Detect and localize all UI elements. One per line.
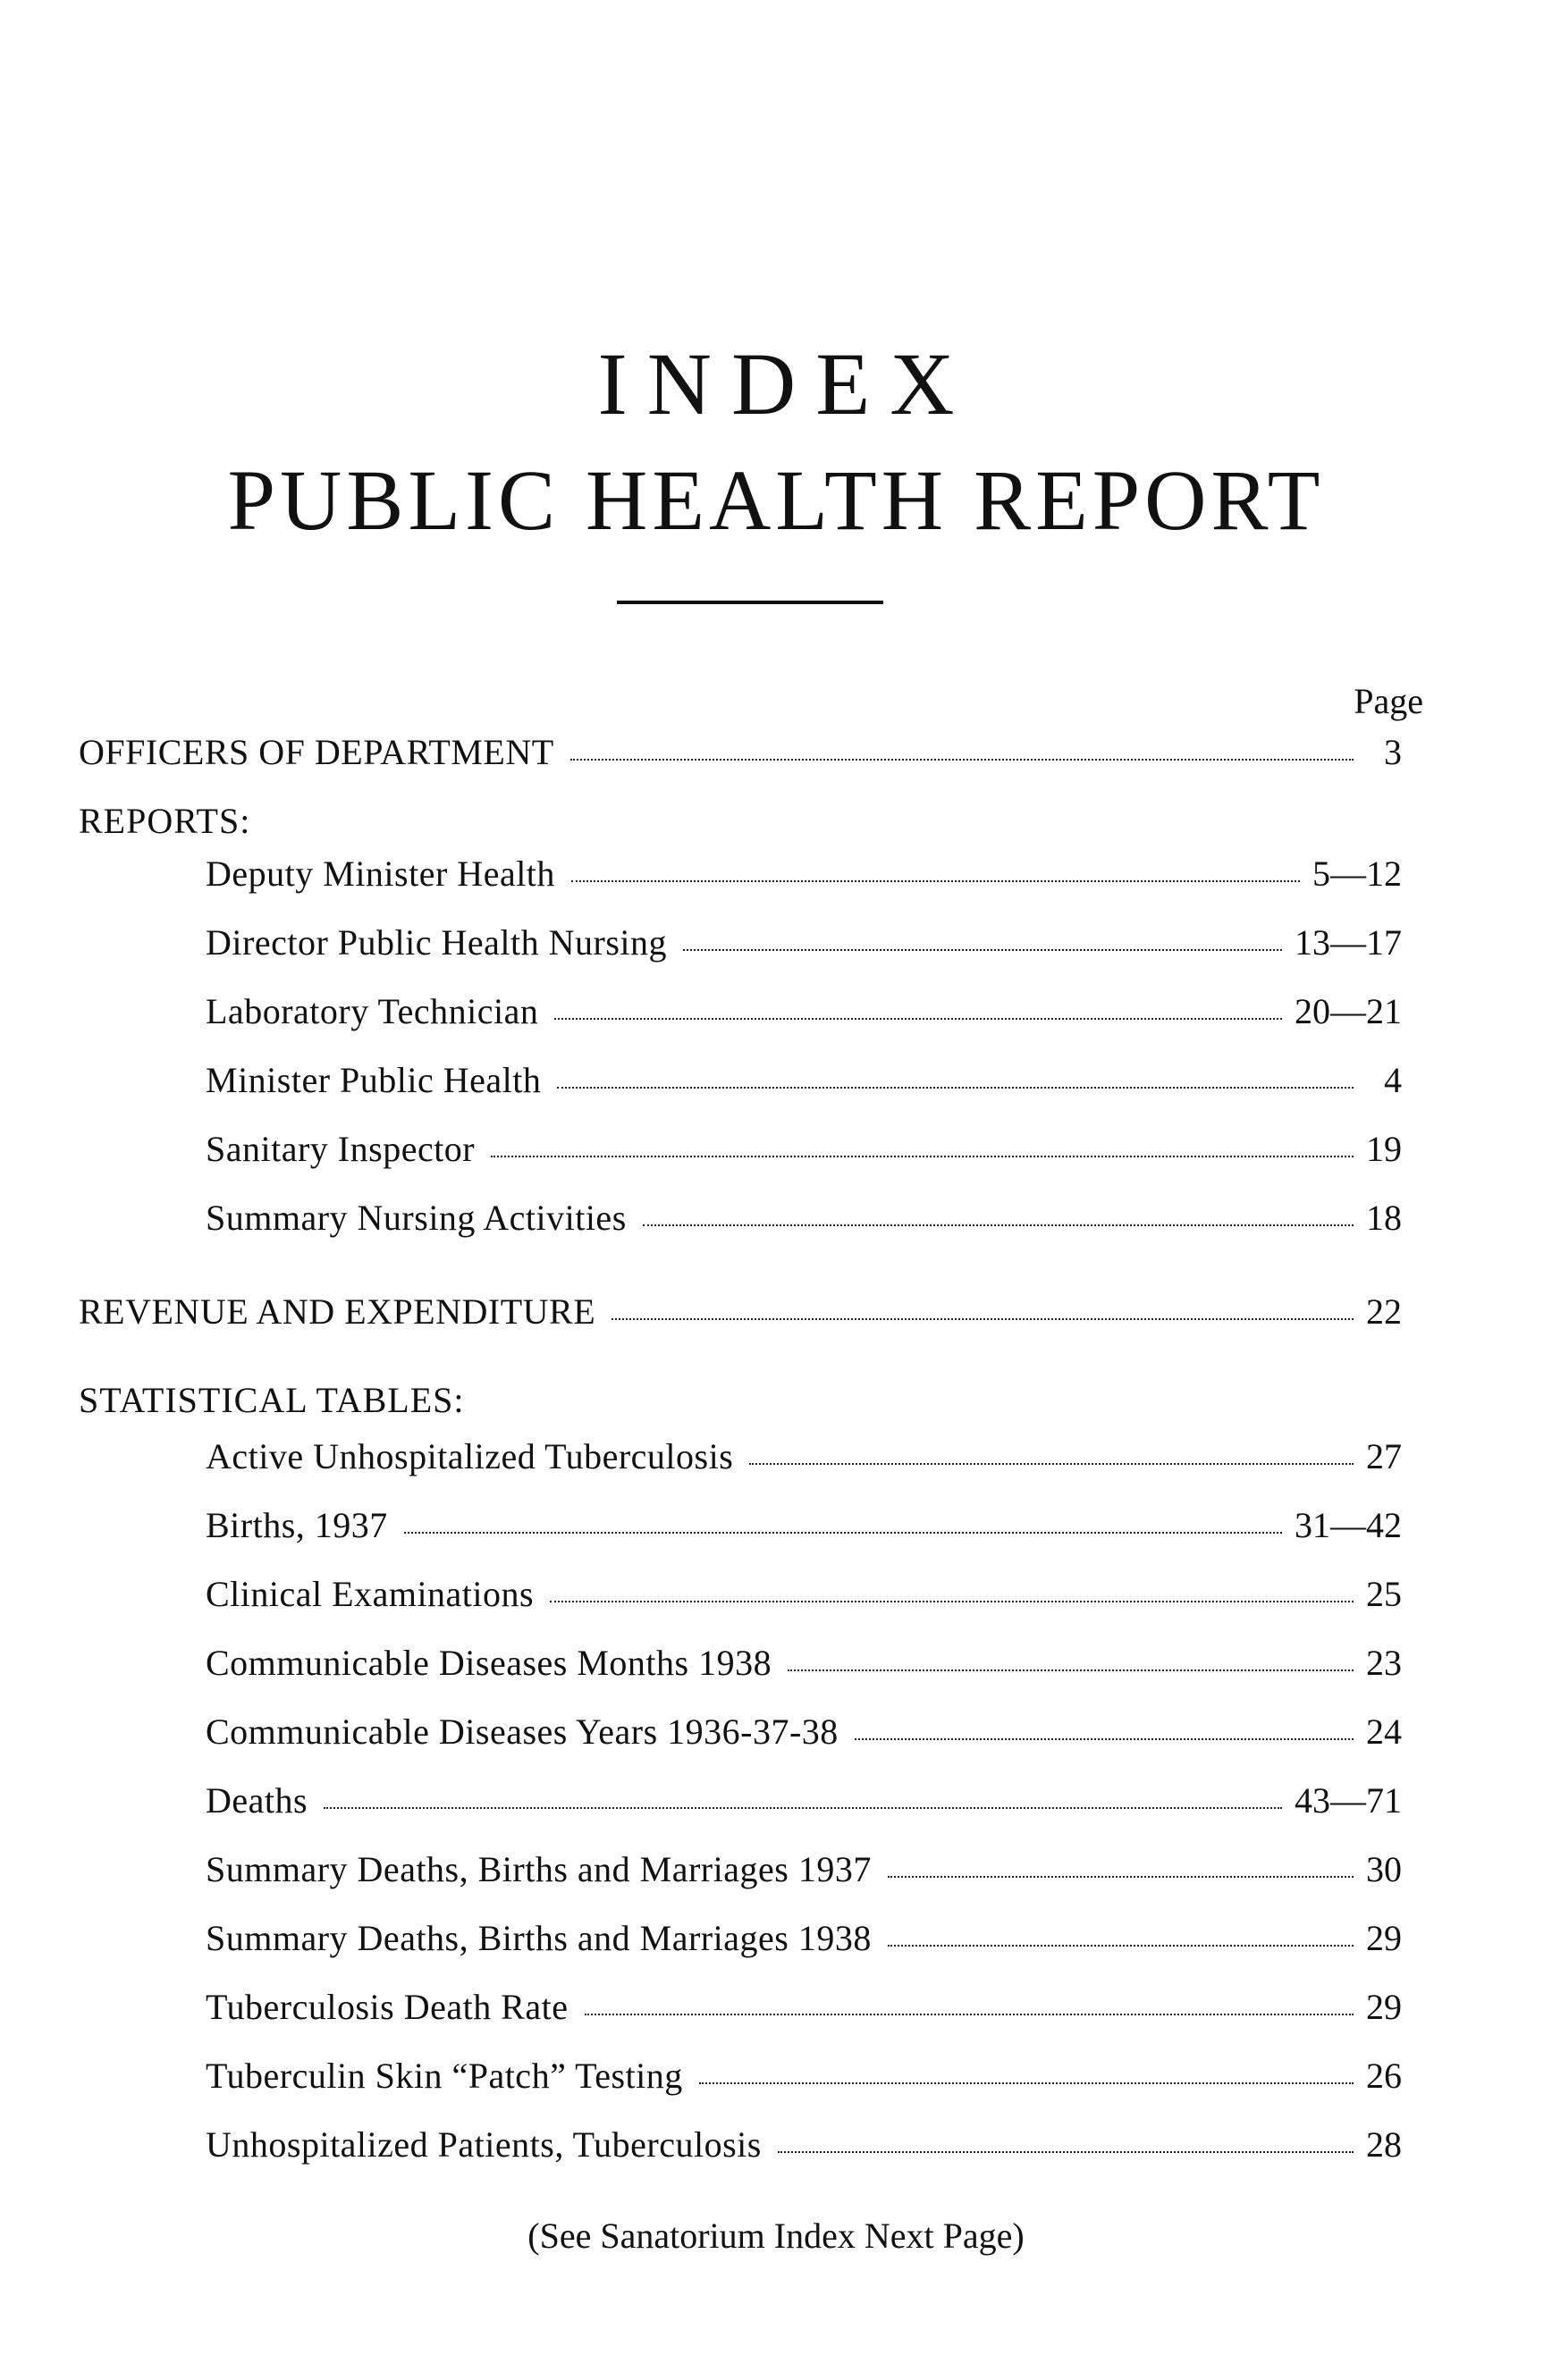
dot-leader <box>749 1463 1354 1465</box>
entry-page: 30 <box>1366 1849 1402 1889</box>
index-entry <box>206 1778 1402 1824</box>
index-entry <box>206 920 1402 966</box>
entry-page: 23 <box>1366 1643 1402 1683</box>
entry-label: Minister Public Health <box>206 1060 542 1100</box>
dot-leader <box>554 1018 1282 1020</box>
entry-page: 43—71 <box>1295 1780 1402 1821</box>
entry-page: 31—42 <box>1295 1505 1402 1545</box>
dot-leader <box>404 1532 1282 1534</box>
entry-label: Tuberculin Skin “Patch” Testing <box>206 2056 683 2096</box>
index-entry <box>206 1502 1402 1549</box>
entry-page: 18 <box>1366 1198 1402 1238</box>
dot-leader <box>550 1601 1354 1602</box>
index-entry-revenue <box>79 1289 1402 1335</box>
index-entry <box>206 2122 1402 2168</box>
index-entry <box>206 851 1402 897</box>
entry-label: Laboratory Technician <box>206 991 539 1031</box>
index-entry <box>206 1984 1402 2031</box>
title-rule <box>617 601 883 604</box>
index-entry <box>206 1195 1402 1241</box>
entry-page: 3 <box>1384 732 1402 772</box>
dot-leader <box>570 759 1354 761</box>
entry-label: Communicable Diseases Years 1936-37-38 <box>206 1711 839 1752</box>
entry-page: 27 <box>1366 1436 1402 1476</box>
entry-page: 4 <box>1384 1060 1402 1100</box>
entry-label: Clinical Examinations <box>206 1574 535 1614</box>
entry-label: Communicable Diseases Months 1938 <box>206 1643 772 1683</box>
dot-leader <box>491 1156 1354 1157</box>
index-entry <box>206 1915 1402 1962</box>
dot-leader <box>571 880 1300 882</box>
entry-label: Active Unhospitalized Tuberculosis <box>206 1436 734 1476</box>
dot-leader <box>888 1876 1354 1878</box>
index-entry <box>206 988 1402 1035</box>
section-heading-reports: REPORTS: <box>79 801 251 841</box>
entry-label: Summary Deaths, Births and Marriages 1937 <box>206 1849 872 1889</box>
entry-label: OFFICERS OF DEPARTMENT <box>79 732 554 772</box>
entry-page: 20—21 <box>1295 991 1402 1031</box>
dot-leader <box>778 2151 1354 2153</box>
entry-page: 25 <box>1366 1574 1402 1614</box>
dot-leader <box>855 1738 1354 1740</box>
entry-label: Director Public Health Nursing <box>206 922 667 963</box>
entry-label: Deputy Minister Health <box>206 854 555 894</box>
entry-page: 22 <box>1366 1291 1402 1332</box>
index-entry <box>206 1640 1402 1686</box>
dot-leader <box>888 1945 1354 1947</box>
report-title: PUBLIC HEALTH REPORT <box>227 452 1325 548</box>
footer-note: (See Sanatorium Index Next Page) <box>527 2216 1025 2256</box>
dot-leader <box>585 2014 1354 2015</box>
entry-label: Summary Deaths, Births and Marriages 1938 <box>206 1918 872 1958</box>
index-entry <box>206 1057 1402 1104</box>
entry-label: Deaths <box>206 1780 308 1821</box>
index-entry <box>206 1709 1402 1755</box>
page-column-heading: Page <box>1354 681 1423 721</box>
entry-label: Tuberculosis Death Rate <box>206 1987 569 2027</box>
section-heading-statistical-tables: STATISTICAL TABLES: <box>79 1380 465 1420</box>
entry-label: REVENUE AND EXPENDITURE <box>79 1291 596 1332</box>
index-entry <box>206 1571 1402 1618</box>
index-title: INDEX <box>597 334 974 433</box>
entry-page: 19 <box>1366 1129 1402 1169</box>
entry-page: 29 <box>1366 1987 1402 2027</box>
entry-page: 5—12 <box>1312 854 1402 894</box>
entry-page: 29 <box>1366 1918 1402 1958</box>
dot-leader <box>557 1087 1354 1089</box>
dot-leader <box>643 1224 1354 1226</box>
entry-page: 26 <box>1366 2056 1402 2096</box>
entry-label: Summary Nursing Activities <box>206 1198 627 1238</box>
entry-label: Unhospitalized Patients, Tuberculosis <box>206 2124 762 2165</box>
dot-leader <box>612 1318 1354 1320</box>
index-entry <box>206 2053 1402 2099</box>
index-entry <box>206 1126 1402 1173</box>
dot-leader <box>683 949 1282 951</box>
dot-leader <box>324 1807 1282 1809</box>
index-entry <box>206 1846 1402 1893</box>
index-entry <box>206 1434 1402 1480</box>
dot-leader <box>699 2082 1354 2084</box>
entry-page: 13—17 <box>1295 922 1402 963</box>
index-entry-officers <box>79 729 1402 776</box>
entry-page: 24 <box>1366 1711 1402 1752</box>
entry-page: 28 <box>1366 2124 1402 2165</box>
entry-label: Births, 1937 <box>206 1505 388 1545</box>
entry-label: Sanitary Inspector <box>206 1129 476 1169</box>
dot-leader <box>788 1669 1354 1671</box>
